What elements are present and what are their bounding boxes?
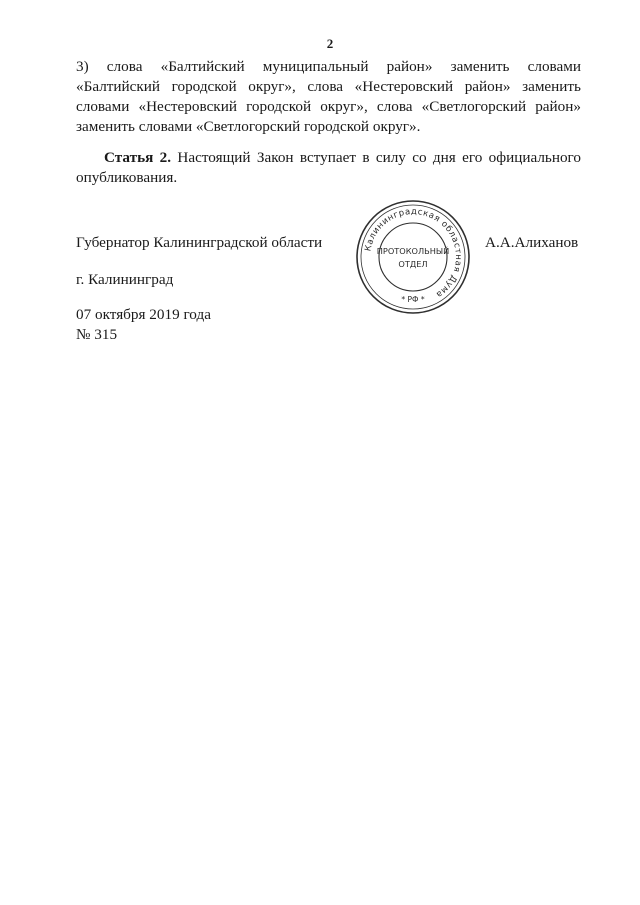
page-number: 2 <box>326 36 334 51</box>
document-date: 07 октября 2019 года <box>76 306 211 323</box>
article-text: Настоящий Закон вступает в силу со дня его официального опубликования. <box>76 149 581 186</box>
stamp-bottom-text: * РФ * <box>401 295 425 304</box>
stamp-center-line-2: ОТДЕЛ <box>398 259 428 269</box>
stamp-ring-text: Калининградская областная Дума <box>363 206 464 300</box>
stamp-center-line-1: ПРОТОКОЛЬНЫЙ <box>376 246 450 256</box>
paragraph-article-2 <box>76 148 581 188</box>
official-stamp <box>354 198 472 316</box>
signatory-name: А.А.Алиханов <box>485 234 579 251</box>
stamp-seal-icon <box>354 198 472 316</box>
city: г. Калининград <box>76 271 174 288</box>
paragraph-item-3: 3) слова «Балтийский муниципальный район» заменить словами «Балтийский городской округ», слова «Нестеровский район» заменить словами «Нестеровский городской округ», слова «Светлогорский район» заменить словами «Светлогорский городской округ». <box>76 58 581 135</box>
governor-title: Губернатор Калининградской области <box>76 234 323 251</box>
article-label: Статья 2. <box>104 149 172 166</box>
document-number: № 315 <box>76 326 118 343</box>
